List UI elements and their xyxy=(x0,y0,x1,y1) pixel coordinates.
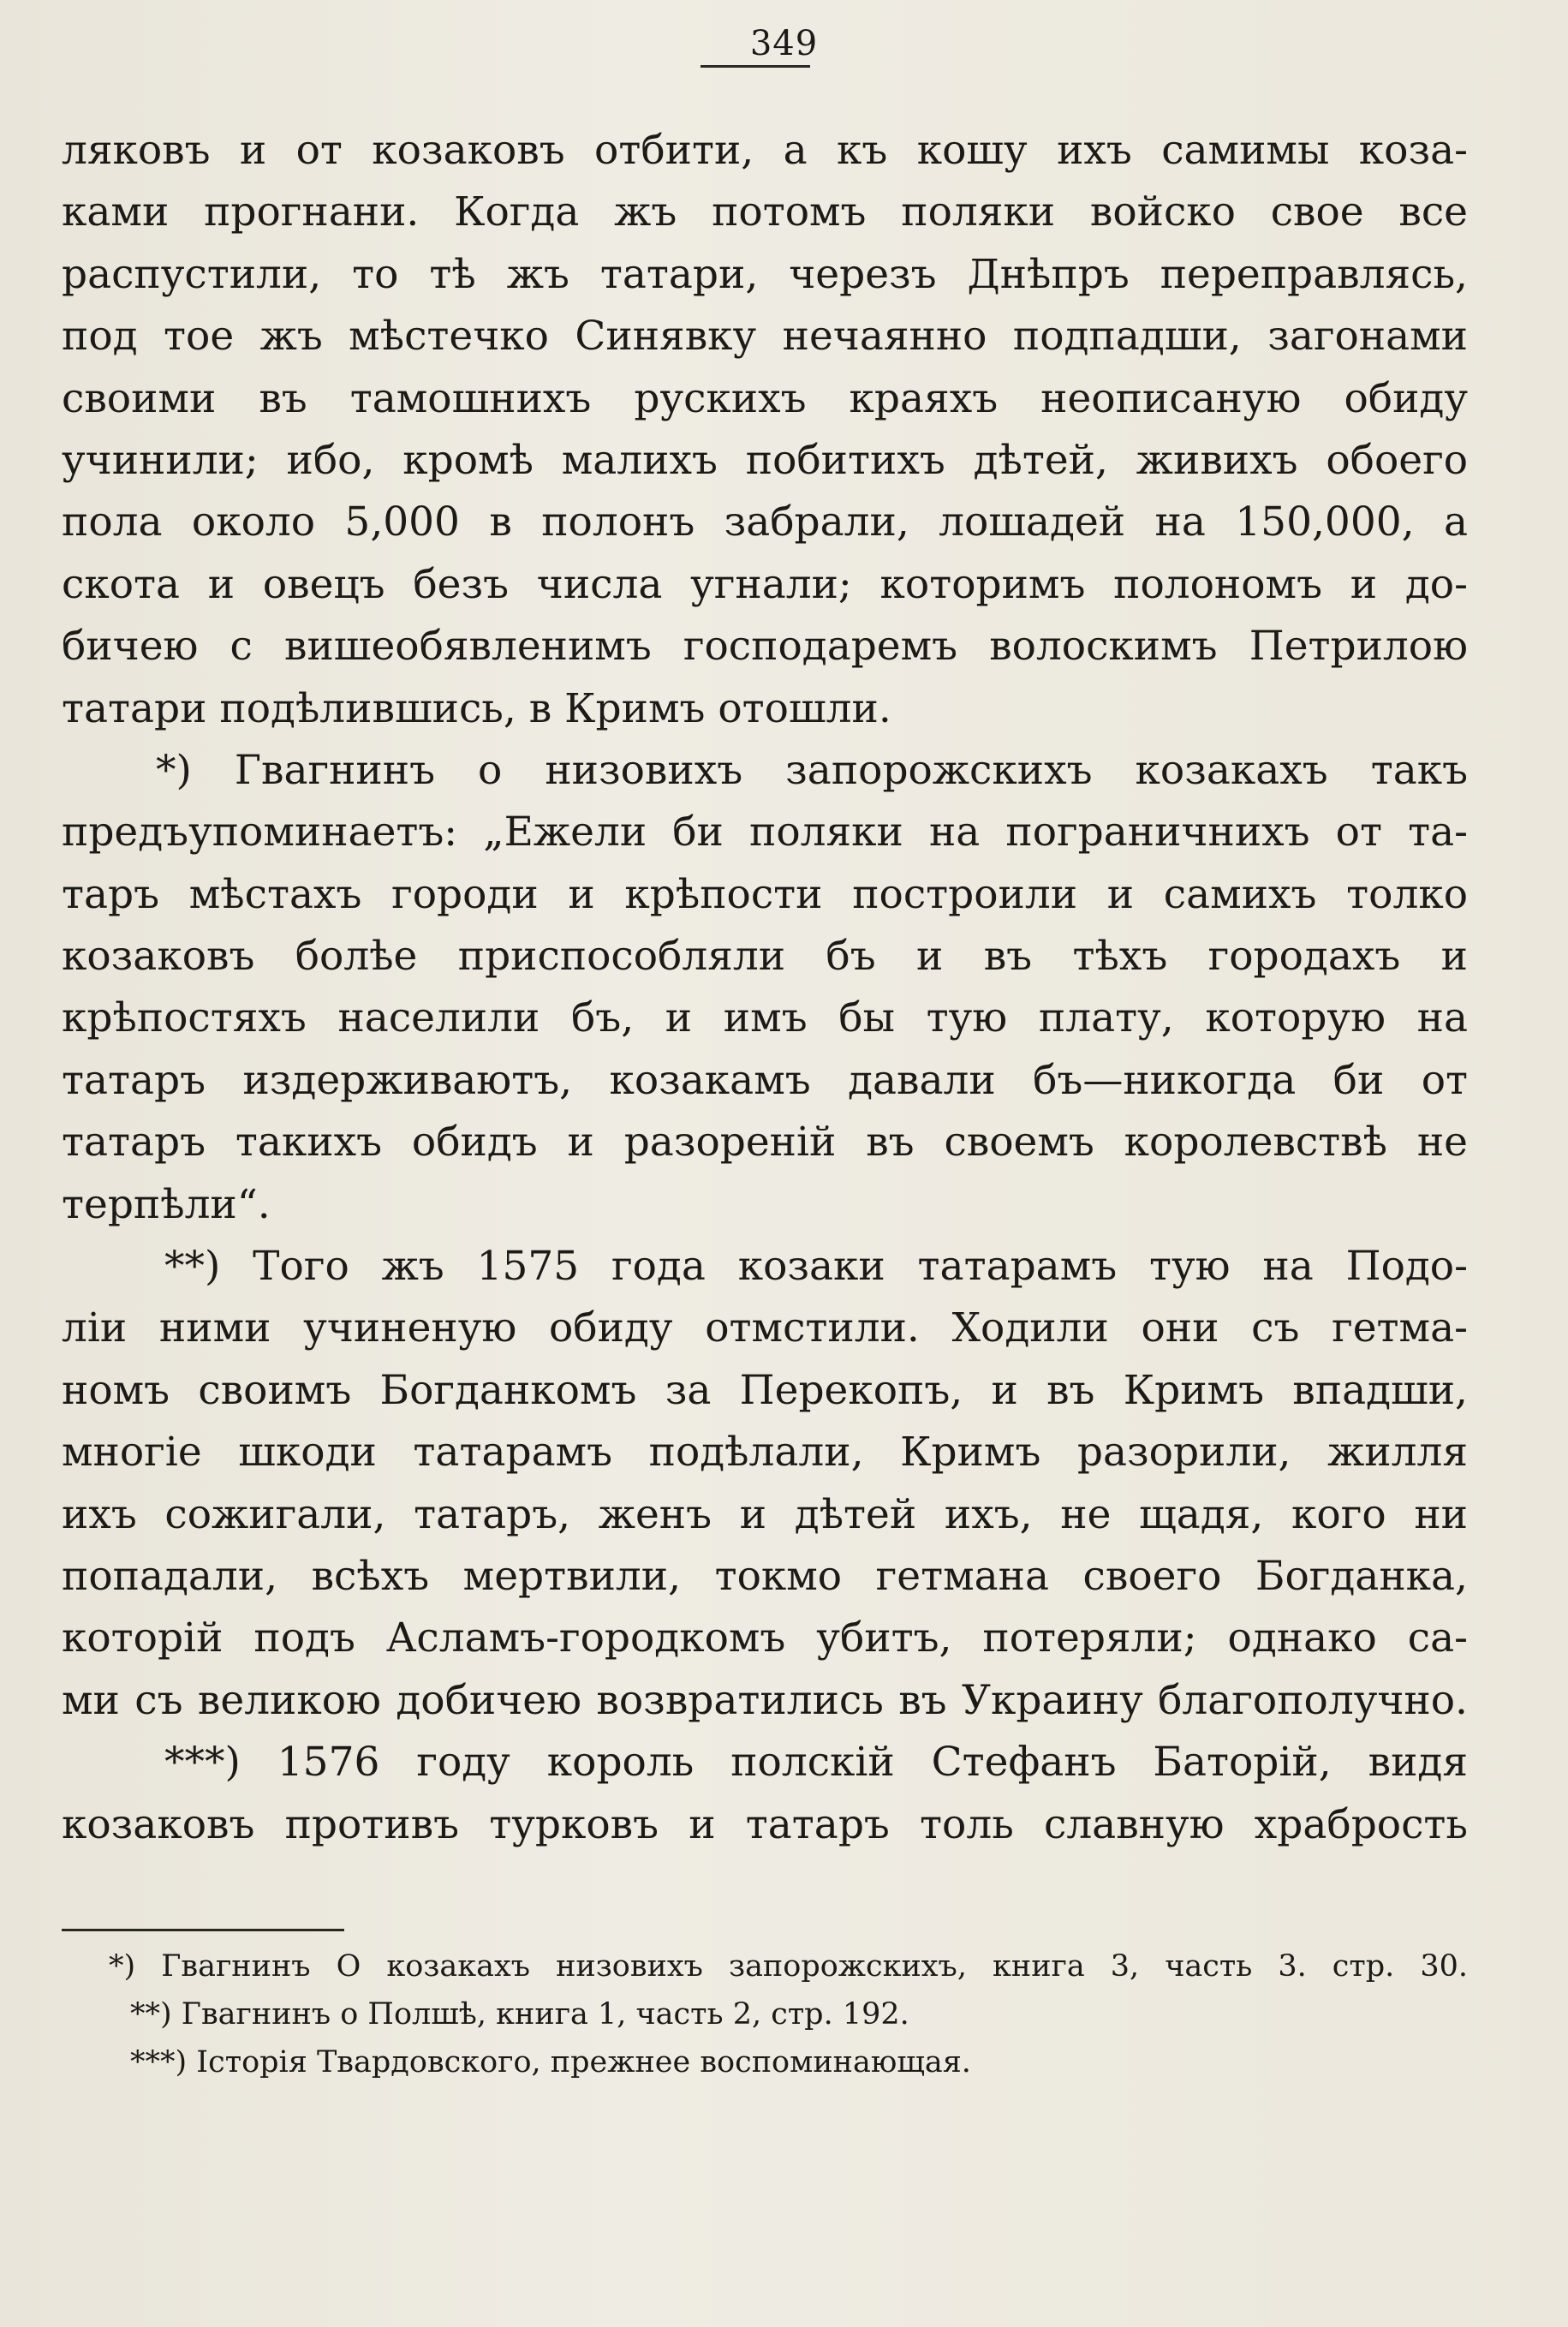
text-line: скота и овецъ безъ числа угнали; которимъ полономъ и до- xyxy=(62,560,1468,608)
footnote-separator xyxy=(62,1929,344,1931)
text-line: татаръ издерживаютъ, козакамъ давали бъ—никогда би от xyxy=(62,1056,1468,1104)
text-line: терпѣли“. xyxy=(62,1180,271,1228)
footnotes xyxy=(62,1942,1468,2086)
footnote: ***) Iсторiя Твардовского, прежнее воспоминающая. xyxy=(130,2045,971,2079)
text-line: распустили, то тѣ жъ татари, черезъ Днѣпръ переправлясь, xyxy=(62,250,1468,298)
text-line: ми съ великою добичею возвратились въ Украину благополучно. xyxy=(62,1676,1468,1724)
text-line: ихъ сожигали, татаръ, женъ и дѣтей ихъ, не щадя, кого ни xyxy=(62,1490,1468,1538)
text-line: учинили; ибо, кромѣ малихъ побитихъ дѣтей, живихъ обоего xyxy=(62,436,1468,484)
text-line: крѣпостяхъ населили бъ, и имъ бы тую плату, которую на xyxy=(62,994,1468,1042)
text-line: козаковъ противъ турковъ и татаръ толь славную храбрость xyxy=(62,1800,1468,1848)
text-line: **) Того жъ 1575 года козаки татарамъ тую на Подо- xyxy=(164,1243,1468,1291)
footnote: **) Гвагнинъ о Полшѣ, книга 1, часть 2, стр. 192. xyxy=(130,1997,909,2032)
text-line: под тое жъ мѣстечко Синявку нечаянно подпадши, загонами xyxy=(62,313,1468,361)
body-text xyxy=(62,120,1468,1856)
footnote: *) Гвагнинъ О козакахъ низовихъ запорожскихъ, книга 3, часть 3. стр. 30. xyxy=(109,1949,1468,1984)
text-line: попадали, всѣхъ мертвили, токмо гетмана своего Богданка, xyxy=(62,1552,1468,1600)
text-line: ***) 1576 году король полскiй Стефанъ Баторiй, видя xyxy=(164,1739,1468,1787)
text-line: ляковъ и от козаковъ отбити, а къ кошу ихъ самимы коза- xyxy=(62,127,1468,174)
text-line: которiй подъ Асламъ-городкомъ убитъ, потеряли; однако са- xyxy=(62,1614,1468,1662)
text-line: предъупоминаетъ: „Ежели би поляки на пограничнихъ от та- xyxy=(62,808,1468,856)
text-line: *) Гвагнинъ о низовихъ запорожскихъ козакахъ такъ xyxy=(156,746,1468,794)
page-number-underline xyxy=(701,65,810,68)
text-line: таръ мѣстахъ городи и крѣпости построили и самихъ толко xyxy=(62,870,1468,918)
text-line: многiе шкоди татарамъ подѣлали, Кримъ разорили, жилля xyxy=(62,1429,1468,1477)
text-line: пола около 5,000 в полонъ забрали, лошадей на 150,000, а xyxy=(62,498,1468,546)
text-line: лiи ними учиненую обиду отмстили. Ходили они съ гетма- xyxy=(62,1304,1468,1352)
text-line: своими въ тамошнихъ рускихъ краяхъ неописаную обиду xyxy=(62,374,1468,422)
text-line: ками прогнани. Когда жъ потомъ поляки войско свое все xyxy=(62,188,1468,236)
text-line: татаръ такихъ обидъ и разоренiй въ своемъ королевствѣ не xyxy=(62,1119,1468,1166)
text-line: козаковъ болѣе приспособляли бъ и въ тѣхъ городахъ и xyxy=(62,933,1468,981)
text-line: бичею с вишеобявленимъ господаремъ волоскимъ Петрилою xyxy=(62,623,1468,671)
text-line: номъ своимъ Богданкомъ за Перекопъ, и въ Кримъ впадши, xyxy=(62,1366,1468,1414)
page-number: 349 xyxy=(749,24,819,63)
text-line: татари подѣлившись, в Кримъ отошли. xyxy=(62,684,891,732)
